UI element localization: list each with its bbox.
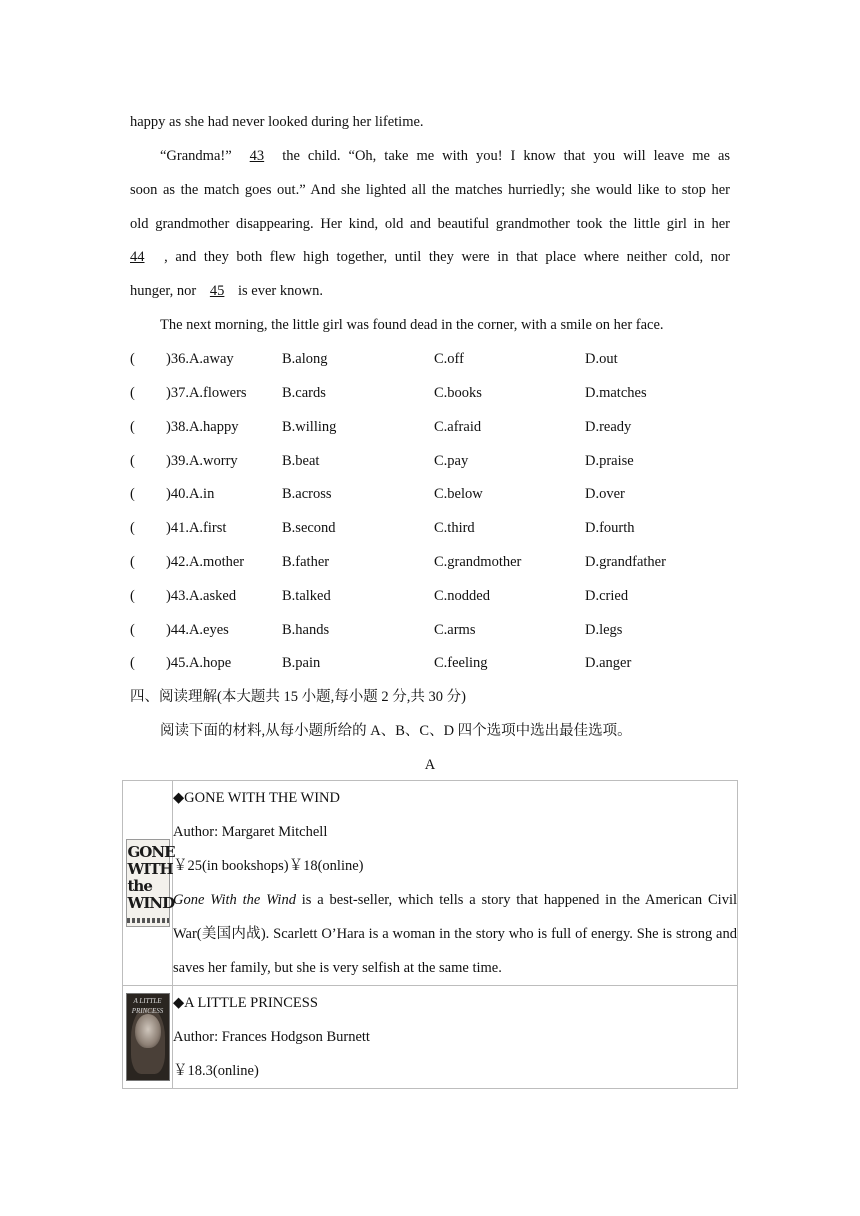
book-info-cell (173, 781, 738, 986)
answer-paren: ( (130, 385, 135, 401)
book-author: Author: Frances Hodgson Burnett (173, 1029, 370, 1045)
passage-line: old grandmother disappearing. Her kind, old and beautiful grandmother took the little girl in her (130, 216, 730, 232)
option-row-39 (130, 452, 730, 470)
option-d: D.praise (585, 453, 634, 469)
book-info-cell (173, 986, 738, 1089)
answer-paren: ( (130, 622, 135, 638)
option-b: B.father (282, 554, 330, 570)
option-row-40 (130, 485, 730, 503)
option-row-44 (130, 621, 730, 639)
option-a: )38.A.happy (166, 419, 239, 435)
blank-44: 44 (130, 249, 145, 265)
passage-line: soon as the match goes out.” And she lighted all the matches hurriedly; she would like to stop her (130, 182, 730, 198)
book-cover-image (126, 993, 170, 1081)
option-a: )44.A.eyes (166, 622, 229, 638)
part-label: A (424, 757, 436, 773)
option-b: B.cards (282, 385, 326, 401)
option-d: D.over (585, 486, 625, 502)
book-cover-cell (123, 986, 173, 1089)
book-cover-cell (123, 781, 173, 986)
option-a: )36.A.away (166, 351, 234, 367)
option-b: B.beat (282, 453, 320, 469)
book-title: ◆A LITTLE PRINCESS (173, 995, 318, 1011)
option-c: C.feeling (434, 655, 488, 671)
blank-45: 45 (209, 283, 225, 299)
book-row-a-little-princess (123, 986, 738, 1089)
book-title: ◆GONE WITH THE WIND (173, 790, 340, 806)
passage-text: “Grandma!” (160, 148, 232, 164)
section-heading: 四、阅读理解(本大题共 15 小题,每小题 2 分,共 30 分) (130, 689, 466, 705)
answer-paren: ( (130, 351, 135, 367)
cover-author-strip (127, 918, 169, 923)
option-row-36 (130, 350, 730, 368)
option-c: C.afraid (434, 419, 482, 435)
option-b: B.second (282, 520, 336, 536)
answer-paren: ( (130, 588, 135, 604)
option-d: D.ready (585, 419, 632, 435)
section-instruction: 阅读下面的材料,从每小题所给的 A、B、C、D 四个选项中选出最佳选项。 (160, 723, 632, 739)
option-a: )43.A.asked (166, 588, 237, 604)
cover-title: GONE WITH the WIND (127, 843, 175, 912)
option-c: C.below (434, 486, 483, 502)
option-c: C.off (434, 351, 464, 367)
option-row-38 (130, 418, 730, 436)
option-a: )42.A.mother (166, 554, 245, 570)
answer-paren: ( (130, 554, 135, 570)
book-description (173, 883, 737, 985)
option-a: )41.A.first (166, 520, 227, 536)
passage-line (160, 147, 730, 165)
cover-title: A LITTLE PRINCESS (131, 997, 164, 1015)
option-d: D.grandfather (585, 554, 666, 570)
option-d: D.cried (585, 588, 629, 604)
option-b: B.across (282, 486, 332, 502)
blank-43: 43 (249, 148, 265, 164)
option-c: C.arms (434, 622, 476, 638)
option-row-37 (130, 384, 730, 402)
option-d: D.matches (585, 385, 647, 401)
option-d: D.legs (585, 622, 623, 638)
book-row-gone-with-the-wind (123, 781, 738, 986)
option-a: )39.A.worry (166, 453, 238, 469)
book-description-text: is a best-seller, which tells a story that happened in the American Civil War(美国内战). Scarlett O’Hara is a woman in the story who is full of energy. She is strong and saves her family, but she is very selfish at the same time. (173, 892, 737, 976)
option-a: )45.A.hope (166, 655, 232, 671)
option-row-42 (130, 553, 730, 571)
option-c: C.pay (434, 453, 469, 469)
answer-paren: ( (130, 419, 135, 435)
passage-line: happy as she had never looked during her lifetime. (130, 114, 424, 130)
option-c: C.third (434, 520, 475, 536)
option-row-41 (130, 519, 730, 537)
passage-line: The next morning, the little girl was found dead in the corner, with a smile on her face. (160, 317, 664, 333)
passage-line (130, 248, 730, 266)
answer-paren: ( (130, 655, 135, 671)
option-b: B.hands (282, 622, 330, 638)
option-c: C.nodded (434, 588, 490, 604)
option-b: B.pain (282, 655, 321, 671)
option-a: )37.A.flowers (166, 385, 247, 401)
answer-paren: ( (130, 520, 135, 536)
option-row-43 (130, 587, 730, 605)
book-description-title: Gone With the Wind (173, 892, 296, 908)
book-price: ￥18.3(online) (173, 1063, 259, 1079)
option-d: D.fourth (585, 520, 635, 536)
book-author: Author: Margaret Mitchell (173, 824, 328, 840)
option-d: D.anger (585, 655, 632, 671)
answer-paren: ( (130, 453, 135, 469)
book-cover-image (126, 839, 175, 927)
passage-text: the child. “Oh, take me with you! I know that you will leave me as (282, 148, 731, 164)
option-d: D.out (585, 351, 618, 367)
passage-line (130, 282, 730, 300)
option-c: C.grandmother (434, 554, 522, 570)
cover-face-shape (135, 1014, 161, 1048)
option-b: B.willing (282, 419, 337, 435)
book-table (122, 780, 738, 1089)
passage-text: hunger, nor (130, 283, 197, 299)
passage-text: , and they both flew high together, until they were in that place where neither cold, nor (164, 249, 731, 265)
option-a: )40.A.in (166, 486, 215, 502)
option-b: B.talked (282, 588, 331, 604)
option-b: B.along (282, 351, 328, 367)
passage-text: is ever known. (238, 283, 323, 299)
option-c: C.books (434, 385, 482, 401)
book-price: ￥25(in bookshops)￥18(online) (173, 858, 364, 874)
option-row-45 (130, 654, 730, 672)
answer-paren: ( (130, 486, 135, 502)
